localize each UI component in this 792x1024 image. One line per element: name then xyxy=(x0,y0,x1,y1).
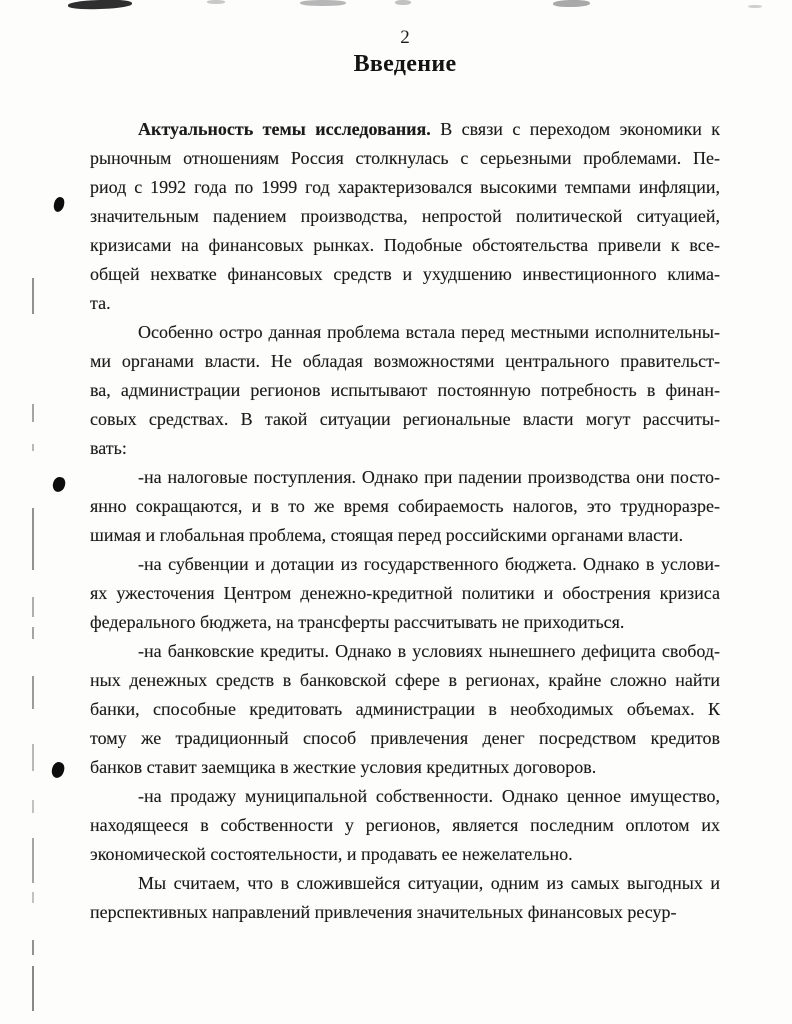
text-line: -на налоговые поступления. Однако при падении производства они посто- xyxy=(138,467,720,487)
text-line: федерального бюджета, на трансферты рассчитывать не приходиться. xyxy=(90,612,625,632)
scan-line-mark xyxy=(32,444,34,451)
body-text xyxy=(90,115,720,927)
text-line: ва, администрации регионов испытывают постоянную потребность в финан- xyxy=(90,380,720,400)
text-line: вать: xyxy=(90,438,127,458)
paragraph xyxy=(90,550,720,637)
scan-line-mark xyxy=(32,940,34,955)
scan-line-mark xyxy=(32,676,34,709)
text-line: банков ставит заемщика в жесткие условия кредитных договоров. xyxy=(90,757,597,777)
text-line: шимая и глобальная проблема, стоящая перед российскими органами власти. xyxy=(90,525,684,545)
text-line: ях ужесточения Центром денежно-кредитной политики и обострения кризиса xyxy=(90,583,720,603)
scan-smudge xyxy=(300,0,346,6)
page-number: 2 xyxy=(400,27,410,48)
scan-line-mark xyxy=(32,404,34,422)
ink-blob xyxy=(51,476,66,493)
scan-smudge xyxy=(68,0,132,10)
text-line: банки, способные кредитовать администрации в необходимых объемах. К xyxy=(90,699,720,719)
scan-line-mark xyxy=(32,744,34,771)
scan-line-mark xyxy=(32,508,34,570)
scan-smudge xyxy=(553,0,590,7)
text-line: Актуальность темы исследования. В связи с переходом экономики к xyxy=(138,119,721,139)
text-line: значительным падением производства, непростой политической ситуацией, xyxy=(90,206,720,226)
scan-line-mark xyxy=(32,966,34,1011)
scan-smudge xyxy=(207,0,225,4)
text-line: та. xyxy=(90,293,111,313)
text-line: -на продажу муниципальной собственности. Однако ценное имущество, xyxy=(138,786,720,806)
page-title: Введение xyxy=(353,51,457,77)
scan-line-mark xyxy=(32,892,34,903)
text-line: -на банковские кредиты. Однако в условиях нынешнего дефицита свобод- xyxy=(138,641,720,661)
text-line: экономической состоятельности, и продавать ее нежелательно. xyxy=(90,844,573,864)
bold-lead-phrase: Актуальность темы исследования. xyxy=(138,119,431,139)
scan-smudge xyxy=(395,0,411,5)
scan-line-mark xyxy=(32,800,34,813)
text-line: ми органами власти. Не обладая возможностями центрального правительст- xyxy=(90,351,720,371)
text-line: кризисами на финансовых рынках. Подобные обстоятельства привели к все- xyxy=(90,235,720,255)
paragraph xyxy=(90,318,720,463)
paragraph xyxy=(90,782,720,869)
paragraph xyxy=(90,463,720,550)
text-line: янно сокращаются, и в то же время собираемость налогов, это трудноразре- xyxy=(90,496,720,516)
text-line: рыночным отношениям Россия столкнулась с серьезными проблемами. Пе- xyxy=(90,148,720,168)
text-line: Мы считаем, что в сложившейся ситуации, одним из самых выгодных и xyxy=(138,873,720,893)
scan-line-mark xyxy=(32,597,34,617)
text-line: -на субвенции и дотации из государственного бюджета. Однако в услови- xyxy=(138,554,720,574)
text-line: Особенно остро данная проблема встала перед местными исполнительны- xyxy=(138,322,720,342)
text-line: ных денежных средств в банковской сфере в регионах, крайне сложно найти xyxy=(90,670,720,690)
ink-blob xyxy=(50,761,66,779)
text-line: перспективных направлений привлечения значительных финансовых ресур- xyxy=(90,902,677,922)
scan-line-mark xyxy=(32,838,34,883)
text-line: риод с 1992 года по 1999 год характеризовался высокими темпами инфляции, xyxy=(90,177,720,197)
scan-smudge xyxy=(748,5,762,8)
text-line: общей нехватке финансовых средств и ухудшению инвестиционного клима- xyxy=(90,264,720,284)
paragraph xyxy=(90,869,720,927)
text-line: находящееся в собственности у регионов, является последним оплотом их xyxy=(90,815,720,835)
paragraph xyxy=(90,115,720,318)
paragraph xyxy=(90,637,720,782)
text-line: совых средствах. В такой ситуации региональные власти могут рассчиты- xyxy=(90,409,720,429)
scan-line-mark xyxy=(32,627,34,639)
scan-line-mark xyxy=(32,278,34,314)
ink-blob xyxy=(52,196,65,213)
text-line: тому же традиционный способ привлечения денег посредством кредитов xyxy=(90,728,720,748)
